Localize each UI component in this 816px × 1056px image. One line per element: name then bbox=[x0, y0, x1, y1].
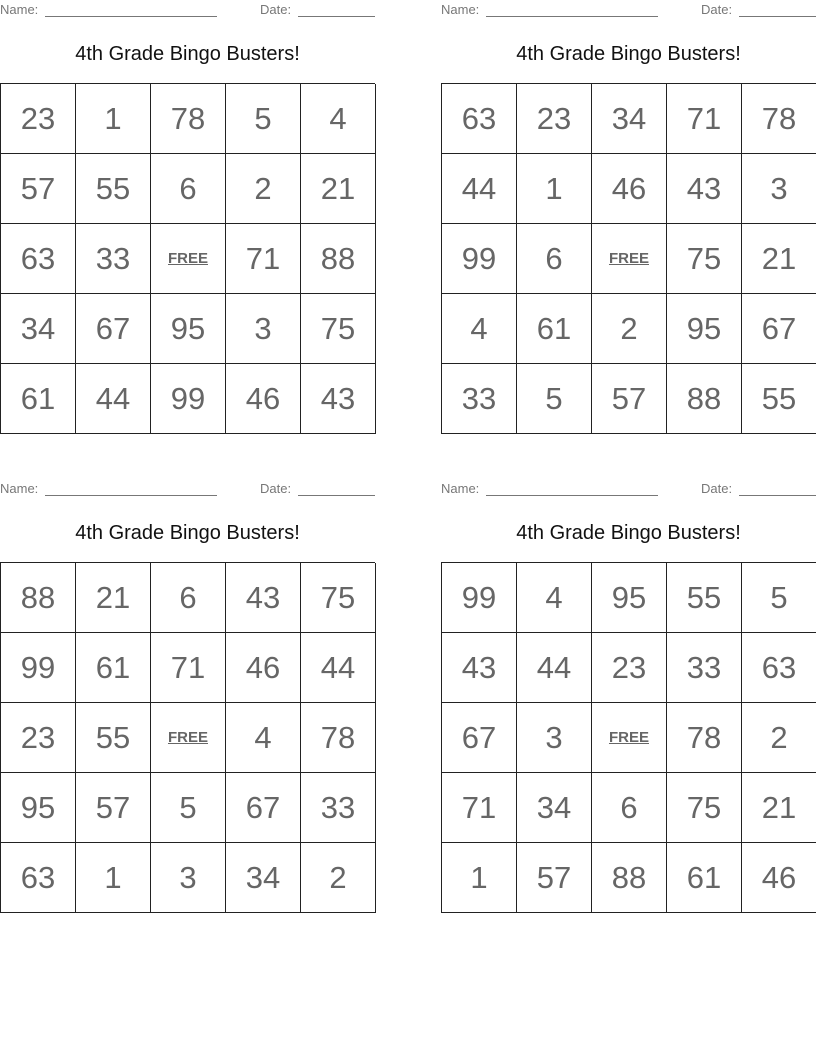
bingo-cell: 88 bbox=[667, 364, 742, 434]
bingo-cell: 46 bbox=[226, 364, 301, 434]
bingo-cell: 5 bbox=[226, 84, 301, 154]
bingo-cell: 33 bbox=[301, 773, 376, 843]
name-label: Name: bbox=[441, 2, 480, 17]
bingo-cell: 88 bbox=[592, 843, 667, 913]
bingo-cell: 88 bbox=[301, 224, 376, 294]
bingo-cell: 4 bbox=[226, 703, 301, 773]
bingo-cell: 67 bbox=[76, 294, 151, 364]
bingo-cell: 99 bbox=[442, 563, 517, 633]
bingo-grid bbox=[441, 562, 816, 913]
bingo-cell: 75 bbox=[667, 224, 742, 294]
date-label: Date: bbox=[260, 2, 292, 17]
bingo-cell: 63 bbox=[1, 843, 76, 913]
bingo-cell: 2 bbox=[301, 843, 376, 913]
bingo-cell: 23 bbox=[517, 84, 592, 154]
bingo-cell: 57 bbox=[1, 154, 76, 224]
name-label: Name: bbox=[441, 481, 480, 496]
bingo-cell: 71 bbox=[667, 84, 742, 154]
bingo-cell: 88 bbox=[1, 563, 76, 633]
card-title: 4th Grade Bingo Busters! bbox=[75, 43, 300, 65]
bingo-cell: 61 bbox=[1, 364, 76, 434]
bingo-cell: 34 bbox=[592, 84, 667, 154]
bingo-cell: 44 bbox=[301, 633, 376, 703]
card-title: 4th Grade Bingo Busters! bbox=[516, 522, 741, 544]
bingo-cell: 63 bbox=[442, 84, 517, 154]
bingo-cell: 78 bbox=[742, 84, 816, 154]
bingo-cell: 57 bbox=[517, 843, 592, 913]
bingo-cell: 33 bbox=[76, 224, 151, 294]
bingo-cell: 55 bbox=[742, 364, 816, 434]
bingo-cell: 71 bbox=[442, 773, 517, 843]
bingo-cell: 43 bbox=[226, 563, 301, 633]
name-line bbox=[45, 495, 217, 496]
bingo-cell: 55 bbox=[667, 563, 742, 633]
bingo-cell: 4 bbox=[517, 563, 592, 633]
bingo-cell: 57 bbox=[76, 773, 151, 843]
date-line bbox=[298, 495, 375, 496]
bingo-cell: 1 bbox=[76, 84, 151, 154]
card-header bbox=[441, 0, 816, 20]
name-line bbox=[486, 495, 658, 496]
bingo-cell: 78 bbox=[151, 84, 226, 154]
card-header bbox=[0, 0, 375, 20]
bingo-cell: 23 bbox=[592, 633, 667, 703]
bingo-cell: 63 bbox=[1, 224, 76, 294]
bingo-cell: 34 bbox=[226, 843, 301, 913]
free-space-cell: FREE bbox=[151, 703, 226, 773]
bingo-cell: 75 bbox=[301, 563, 376, 633]
bingo-cell: 3 bbox=[517, 703, 592, 773]
bingo-cell: 3 bbox=[226, 294, 301, 364]
bingo-cell: 99 bbox=[151, 364, 226, 434]
card-title: 4th Grade Bingo Busters! bbox=[516, 43, 741, 65]
bingo-cell: 71 bbox=[226, 224, 301, 294]
bingo-cell: 6 bbox=[592, 773, 667, 843]
bingo-grid bbox=[0, 562, 375, 913]
name-label: Name: bbox=[0, 2, 39, 17]
bingo-cell: 55 bbox=[76, 154, 151, 224]
bingo-cell: 6 bbox=[517, 224, 592, 294]
bingo-cell: 46 bbox=[226, 633, 301, 703]
bingo-cell: 1 bbox=[442, 843, 517, 913]
bingo-cell: 21 bbox=[742, 773, 816, 843]
bingo-cell: 33 bbox=[442, 364, 517, 434]
bingo-cell: 61 bbox=[76, 633, 151, 703]
bingo-cell: 55 bbox=[76, 703, 151, 773]
bingo-cell: 6 bbox=[151, 563, 226, 633]
bingo-cell: 34 bbox=[517, 773, 592, 843]
bingo-cell: 2 bbox=[592, 294, 667, 364]
bingo-cell: 23 bbox=[1, 703, 76, 773]
bingo-cell: 78 bbox=[301, 703, 376, 773]
bingo-cell: 5 bbox=[151, 773, 226, 843]
bingo-cell: 95 bbox=[592, 563, 667, 633]
card-title: 4th Grade Bingo Busters! bbox=[75, 522, 300, 544]
bingo-cell: 63 bbox=[742, 633, 816, 703]
bingo-cell: 99 bbox=[1, 633, 76, 703]
bingo-cell: 67 bbox=[742, 294, 816, 364]
bingo-cell: 99 bbox=[442, 224, 517, 294]
date-label: Date: bbox=[260, 481, 292, 496]
bingo-cell: 57 bbox=[592, 364, 667, 434]
bingo-cell: 4 bbox=[442, 294, 517, 364]
free-space-cell: FREE bbox=[151, 224, 226, 294]
card-header bbox=[0, 479, 375, 499]
name-label: Name: bbox=[0, 481, 39, 496]
bingo-cell: 78 bbox=[667, 703, 742, 773]
bingo-grid bbox=[0, 83, 375, 434]
bingo-cell: 21 bbox=[76, 563, 151, 633]
date-line bbox=[298, 16, 375, 17]
bingo-cell: 1 bbox=[517, 154, 592, 224]
bingo-cell: 5 bbox=[742, 563, 816, 633]
bingo-cell: 43 bbox=[301, 364, 376, 434]
bingo-cell: 6 bbox=[151, 154, 226, 224]
date-line bbox=[739, 495, 816, 496]
bingo-cell: 44 bbox=[76, 364, 151, 434]
bingo-grid bbox=[441, 83, 816, 434]
bingo-cell: 5 bbox=[517, 364, 592, 434]
name-line bbox=[486, 16, 658, 17]
bingo-cell: 61 bbox=[667, 843, 742, 913]
free-space-cell: FREE bbox=[592, 224, 667, 294]
bingo-cell: 33 bbox=[667, 633, 742, 703]
bingo-cell: 95 bbox=[151, 294, 226, 364]
bingo-cell: 34 bbox=[1, 294, 76, 364]
date-label: Date: bbox=[701, 2, 733, 17]
bingo-cell: 67 bbox=[442, 703, 517, 773]
name-line bbox=[45, 16, 217, 17]
bingo-cell: 71 bbox=[151, 633, 226, 703]
free-space-cell: FREE bbox=[592, 703, 667, 773]
bingo-cell: 95 bbox=[667, 294, 742, 364]
date-label: Date: bbox=[701, 481, 733, 496]
bingo-cell: 67 bbox=[226, 773, 301, 843]
card-header bbox=[441, 479, 816, 499]
bingo-cell: 21 bbox=[301, 154, 376, 224]
bingo-cell: 44 bbox=[442, 154, 517, 224]
date-line bbox=[739, 16, 816, 17]
bingo-cell: 43 bbox=[667, 154, 742, 224]
bingo-cell: 44 bbox=[517, 633, 592, 703]
bingo-cell: 23 bbox=[1, 84, 76, 154]
bingo-cell: 75 bbox=[301, 294, 376, 364]
bingo-cell: 2 bbox=[226, 154, 301, 224]
bingo-cell: 3 bbox=[151, 843, 226, 913]
bingo-cell: 3 bbox=[742, 154, 816, 224]
bingo-cell: 46 bbox=[592, 154, 667, 224]
bingo-cell: 2 bbox=[742, 703, 816, 773]
bingo-cell: 1 bbox=[76, 843, 151, 913]
bingo-cell: 21 bbox=[742, 224, 816, 294]
bingo-cell: 61 bbox=[517, 294, 592, 364]
bingo-cell: 4 bbox=[301, 84, 376, 154]
bingo-cell: 95 bbox=[1, 773, 76, 843]
bingo-cell: 46 bbox=[742, 843, 816, 913]
bingo-cell: 43 bbox=[442, 633, 517, 703]
bingo-cell: 75 bbox=[667, 773, 742, 843]
